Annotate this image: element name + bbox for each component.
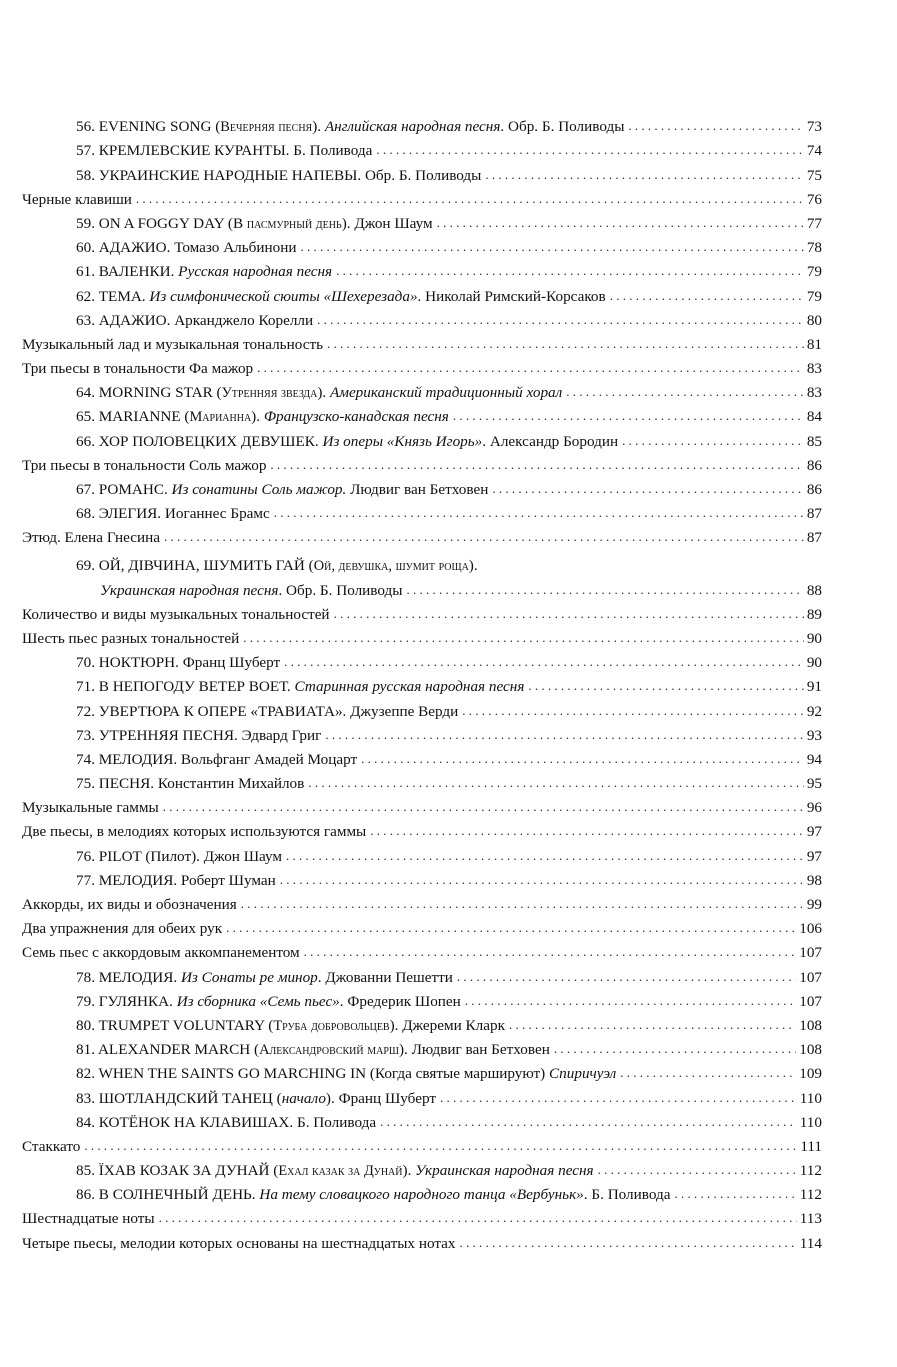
- toc-page-number: 88: [806, 581, 822, 599]
- toc-entry-title: [76, 727, 321, 745]
- dot-leader: [566, 385, 804, 399]
- toc-title-part: ).: [402, 1162, 416, 1180]
- toc-entry-title: [76, 481, 488, 499]
- toc-entry-title: [22, 823, 366, 841]
- dot-leader: [370, 824, 804, 838]
- toc-title-part: Музыкальные гаммы: [22, 799, 159, 817]
- toc-title-part: ).: [468, 557, 478, 575]
- toc-title-part: Вечерняя песня: [220, 119, 313, 136]
- toc-entry-title: [76, 1065, 616, 1083]
- toc-piece-entry: [22, 209, 822, 233]
- toc-title-part: 56. EVENING SONG (: [76, 118, 221, 136]
- dot-leader: [492, 482, 803, 496]
- toc-entry-title: [76, 1162, 594, 1180]
- toc-page-number: 95: [806, 775, 822, 793]
- toc-title-part: . Николай Римский-Корсаков: [417, 287, 606, 305]
- dot-leader: [163, 800, 804, 814]
- toc-page-number: 85: [806, 432, 822, 450]
- dot-leader: [270, 458, 803, 472]
- toc-title-part: Французско-канадская песня: [263, 408, 449, 426]
- dot-leader: [457, 970, 796, 984]
- dot-leader: [462, 704, 804, 718]
- toc-title-part: . Джованни Пешетти: [317, 968, 453, 986]
- toc-page-number: 112: [799, 1186, 822, 1204]
- toc-entry-title: [76, 142, 372, 160]
- dot-leader: [610, 289, 804, 303]
- toc-page-number: 76: [806, 190, 822, 208]
- toc-title-part: 60. АДАЖИО. Томазо Альбинони: [76, 239, 297, 257]
- toc-title-part: ). Франц Шуберт: [325, 1089, 436, 1107]
- toc-title-part: 86. В СОЛНЕЧНЫЙ ДЕНЬ.: [76, 1186, 260, 1204]
- toc-page-number: 94: [806, 750, 822, 768]
- toc-title-part: 85. ЇХАВ КОЗАК ЗА ДУНАЙ (: [76, 1162, 279, 1180]
- toc-piece-entry: [22, 160, 822, 184]
- toc-section-entry: [22, 1228, 822, 1252]
- toc-entry-title: [22, 606, 330, 624]
- toc-entry-title: [76, 654, 280, 672]
- toc-title-part: 59. ON A FOGGY DAY (В: [76, 214, 247, 232]
- toc-page-number: 93: [806, 726, 822, 744]
- dot-leader: [453, 409, 804, 423]
- toc-title-part: . Александр Бородин: [482, 432, 619, 450]
- toc-title-part: 80. TRUMPET VOLUNTARY (: [76, 1016, 274, 1034]
- toc-title-part: 58. УКРАИНСКИЕ НАРОДНЫЕ НАПЕВЫ. Обр. Б. Поливоды: [76, 166, 482, 184]
- toc-page-number: 97: [806, 823, 822, 841]
- toc-title-part: 64. MORNING STAR (: [76, 384, 222, 402]
- toc-page-number: 80: [806, 311, 822, 329]
- dot-leader: [509, 1018, 796, 1032]
- toc-title-part: пасмурный день: [246, 215, 342, 232]
- toc-title-part: ). Джон Шаум: [341, 214, 433, 232]
- toc-entry-title: [76, 239, 297, 257]
- toc-title-part: Из сборника «Семь пьес»: [176, 992, 340, 1010]
- dot-leader: [440, 1091, 797, 1105]
- toc-entry-title: [22, 896, 237, 914]
- toc-title-part: Музыкальный лад и музыкальная тональность: [22, 335, 324, 353]
- toc-page-number: 111: [800, 1137, 822, 1155]
- dot-leader: [336, 264, 804, 278]
- toc-entry-title: [76, 167, 481, 185]
- toc-title-part: Семь пьес с аккордовым аккомпанементом: [22, 944, 300, 962]
- dot-leader: [376, 143, 803, 157]
- toc-piece-entry: [22, 696, 822, 720]
- toc-page-number: 90: [806, 629, 822, 647]
- toc-piece-entry: [22, 575, 822, 599]
- toc-page-number: 84: [806, 408, 822, 426]
- toc-title-part: Четыре пьесы, мелодии которых основаны на шестнадцатых нотах: [22, 1234, 456, 1252]
- toc-title-part: На тему словацкого народного танца «Вербуньк»: [259, 1186, 584, 1204]
- toc-piece-entry: [22, 426, 822, 450]
- toc-title-part: 61. ВАЛЕНКИ.: [76, 263, 179, 281]
- toc-entry-title: [76, 751, 357, 769]
- toc-entry-title: [76, 312, 313, 330]
- toc-piece-entry: [22, 499, 822, 523]
- dot-leader: [437, 216, 804, 230]
- toc-title-part: Количество и виды музыкальных тональностей: [22, 605, 330, 623]
- toc-entry-title: [76, 408, 449, 426]
- toc-entry-title: [76, 1090, 436, 1108]
- toc-section-entry: [22, 330, 822, 354]
- dot-leader: [284, 655, 804, 669]
- toc-title-part: Шестнадцатые ноты: [22, 1210, 155, 1228]
- toc-title-part: ). Джереми Кларк: [389, 1016, 505, 1034]
- toc-title-part: 70. НОКТЮРН. Франц Шуберт: [76, 654, 281, 672]
- toc-page-number: 99: [806, 896, 822, 913]
- toc-title-part: Марианна: [189, 409, 252, 426]
- toc-title-part: 84. КОТЁНОК НА КЛАВИШАХ. Б. Поливода: [76, 1113, 377, 1131]
- toc-title-part: Украинская народная песня: [415, 1162, 594, 1180]
- toc-title-part: Ой, девушка, шумит роща: [313, 558, 469, 575]
- dot-leader: [301, 240, 804, 254]
- toc-piece-entry: [22, 136, 822, 160]
- toc-title-part: 62. ТЕМА.: [76, 287, 150, 305]
- toc-entry-title: [22, 529, 160, 547]
- toc-entry-title: [76, 678, 524, 696]
- toc-entry-title: [76, 848, 282, 866]
- toc-entry-title: [22, 457, 266, 475]
- toc-title-part: 66. ХОР ПОЛОВЕЦКИХ ДЕВУШЕК.: [76, 432, 323, 450]
- toc-title-part: 63. АДАЖИО. Арканджело Корелли: [76, 311, 314, 329]
- dot-leader: [528, 679, 803, 693]
- toc-piece-entry: [22, 745, 822, 769]
- toc-section-entry: [22, 1132, 822, 1156]
- toc-section-entry: [22, 890, 822, 914]
- dot-leader: [280, 873, 804, 887]
- toc-page-number: 83: [806, 384, 822, 402]
- toc-page-number: 74: [806, 142, 822, 160]
- toc-section-entry: [22, 354, 822, 378]
- dot-leader: [136, 192, 804, 206]
- toc-title-part: Из оперы «Князь Игорь»: [322, 432, 483, 450]
- toc-title-part: 68. ЭЛЕГИЯ. Иоганнес Брамс: [76, 505, 270, 523]
- toc-piece-entry: [22, 306, 822, 330]
- toc-title-part: 73. УТРЕННЯЯ ПЕСНЯ. Эдвард Григ: [76, 726, 322, 744]
- toc-piece-entry: [22, 1059, 822, 1083]
- toc-title-part: ).: [251, 408, 264, 426]
- dot-leader: [628, 119, 803, 133]
- toc-title-part: ). Людвиг ван Бетховен: [398, 1041, 550, 1059]
- dot-leader: [465, 994, 796, 1008]
- toc-page-number: 96: [806, 799, 822, 817]
- toc-title-part: Черные клавиши: [22, 190, 132, 208]
- toc-entry-title: [76, 993, 461, 1011]
- toc-page-number: 107: [799, 992, 822, 1010]
- dot-leader: [257, 361, 804, 375]
- toc-page-number: 89: [806, 605, 822, 623]
- toc-page-number: 78: [806, 239, 822, 257]
- toc-title-part: Из Сонаты ре минор: [180, 968, 318, 986]
- dot-leader: [380, 1115, 797, 1129]
- toc-piece-entry: [22, 1108, 822, 1132]
- toc-page-number: 107: [799, 968, 822, 986]
- toc-entry-title: [22, 630, 239, 648]
- toc-title-part: Три пьесы в тональности Соль мажор: [22, 456, 267, 474]
- dot-leader: [327, 337, 804, 351]
- toc-title-part: Ехал казак за Дунай: [278, 1163, 403, 1180]
- toc-page-number: 106: [799, 920, 822, 938]
- toc-page-number: 92: [806, 702, 822, 720]
- toc-page-number: 83: [806, 360, 822, 378]
- dot-leader: [622, 434, 804, 448]
- toc-page-number: 98: [806, 871, 822, 889]
- toc-entry-title: [22, 360, 253, 378]
- toc-title-part: Три пьесы в тональности Фа мажор: [22, 360, 254, 378]
- dot-leader: [84, 1139, 797, 1153]
- toc-page-number: 110: [799, 1089, 822, 1107]
- toc-page-number: 75: [806, 166, 822, 184]
- toc-section-entry: [22, 1204, 822, 1228]
- toc-title-part: 67. РОМАНС.: [76, 481, 172, 498]
- toc-title-part: 76. PILOT (Пилот). Джон Шаум: [76, 847, 283, 865]
- toc-title-part: 81. ALEXANDER MARCH (: [76, 1041, 260, 1059]
- toc-entry-title: [76, 384, 562, 402]
- toc-page-number: 86: [806, 456, 822, 474]
- dot-leader: [554, 1042, 796, 1056]
- toc-page-number: 86: [806, 481, 822, 498]
- dot-leader: [317, 313, 804, 327]
- toc-title-part: 79. ГУЛЯНКА.: [76, 992, 177, 1010]
- toc-title-part: Английская народная песня: [324, 118, 501, 136]
- toc-section-entry: [22, 624, 822, 648]
- toc-title-part: 74. МЕЛОДИЯ. Вольфганг Амадей Моцарт: [76, 750, 358, 768]
- toc-title-part: Людвиг ван Бетховен: [346, 481, 489, 498]
- toc-page-number: 87: [806, 529, 822, 547]
- toc-title-part: . Фредерик Шопен: [339, 992, 461, 1010]
- toc-title-part: Два упражнения для обеих рук: [22, 920, 223, 938]
- toc-piece-entry: [22, 1011, 822, 1035]
- toc-piece-entry: [22, 1035, 822, 1059]
- toc-title-part: ).: [317, 384, 330, 402]
- toc-entry-title: [22, 1138, 80, 1156]
- toc-entry-title: [76, 703, 458, 721]
- toc-page-number: 112: [799, 1162, 822, 1180]
- toc-page-number: 91: [806, 678, 822, 696]
- toc-title-part: Этюд. Елена Гнесина: [22, 529, 161, 547]
- toc-piece-entry: [22, 475, 822, 499]
- toc-page-number: 77: [806, 214, 822, 232]
- toc-page-number: 79: [806, 263, 822, 281]
- toc-entry-title: [22, 1210, 155, 1228]
- dot-leader: [243, 631, 804, 645]
- toc-page-number: 79: [806, 287, 822, 305]
- toc-piece-entry: [22, 257, 822, 281]
- toc-entry-title: [22, 799, 159, 817]
- dot-leader: [308, 776, 804, 790]
- toc-piece-entry: [22, 1156, 822, 1180]
- dot-leader: [164, 530, 804, 544]
- toc-piece-entry: [22, 866, 822, 890]
- toc-piece-entry: [22, 233, 822, 257]
- toc-entry-title: [22, 191, 132, 209]
- toc-entry-title: [76, 1114, 376, 1132]
- toc-title-part: . Обр. Б. Поливоды: [500, 118, 625, 136]
- table-of-contents: [22, 112, 822, 1253]
- toc-title-part: 75. ПЕСНЯ. Константин Михайлов: [76, 775, 305, 793]
- toc-piece-entry: [22, 962, 822, 986]
- toc-title-part: 83. ШОТЛАНДСКИЙ ТАНЕЦ (: [76, 1089, 282, 1107]
- dot-leader: [226, 921, 796, 935]
- dot-leader: [460, 1236, 797, 1250]
- toc-title-part: 82. WHEN THE SAINTS GO MARCHING IN (Когда святые маршируют): [76, 1065, 550, 1083]
- toc-entry-title: [76, 1041, 550, 1059]
- toc-piece-entry: [22, 1083, 822, 1107]
- toc-title-part: Александровский марш: [259, 1042, 399, 1059]
- toc-title-part: Аккорды, их виды и обозначения: [22, 896, 237, 913]
- toc-piece-entry: [22, 281, 822, 305]
- toc-title-part: 77. МЕЛОДИЯ. Роберт Шуман: [76, 871, 276, 889]
- toc-title-part: Стаккато: [22, 1137, 81, 1155]
- toc-piece-entry: [22, 1180, 822, 1204]
- toc-section-entry: [22, 451, 822, 475]
- toc-page-number: 110: [799, 1113, 822, 1131]
- dot-leader: [286, 849, 804, 863]
- toc-section-entry: [22, 793, 822, 817]
- dot-leader: [334, 607, 804, 621]
- toc-piece-entry: [22, 547, 822, 575]
- toc-title-part: Американский традиционный хорал: [329, 384, 563, 402]
- dot-leader: [406, 583, 803, 597]
- dot-leader: [325, 728, 803, 742]
- toc-entry-title: [22, 1235, 456, 1253]
- toc-title-part: . Б. Поливода: [583, 1186, 671, 1204]
- toc-page-number: 87: [806, 505, 822, 523]
- dot-leader: [620, 1066, 796, 1080]
- toc-section-entry: [22, 600, 822, 624]
- toc-page-number: 108: [799, 1016, 822, 1034]
- toc-piece-entry: [22, 402, 822, 426]
- toc-section-entry: [22, 914, 822, 938]
- dot-leader: [674, 1187, 796, 1201]
- toc-piece-entry: [22, 987, 822, 1011]
- toc-entry-title: [22, 944, 300, 962]
- toc-page-number: 109: [799, 1065, 822, 1083]
- toc-entry-title: [100, 582, 402, 600]
- toc-title-part: . Обр. Б. Поливоды: [278, 581, 403, 599]
- toc-entry-title: [76, 288, 606, 306]
- toc-entry-title: [76, 1017, 505, 1035]
- toc-title-part: Труба добровольцев: [273, 1017, 390, 1034]
- toc-piece-entry: [22, 648, 822, 672]
- toc-piece-entry: [22, 841, 822, 865]
- dot-leader: [159, 1211, 797, 1225]
- toc-section-entry: [22, 938, 822, 962]
- toc-entry-title: [76, 775, 304, 793]
- toc-entry-title: [76, 118, 624, 136]
- toc-page-number: 114: [799, 1234, 822, 1252]
- dot-leader: [361, 752, 804, 766]
- toc-section-entry: [22, 523, 822, 547]
- toc-piece-entry: [22, 112, 822, 136]
- toc-title-part: Две пьесы, в мелодиях которых используются гаммы: [22, 823, 367, 841]
- toc-title-part: Утренняя звезда: [221, 385, 318, 402]
- toc-page-number: 81: [806, 335, 822, 353]
- toc-title-part: начало: [281, 1089, 326, 1107]
- toc-page-number: 90: [806, 654, 822, 672]
- toc-title-part: Из симфонической сюиты «Шехерезада»: [149, 287, 418, 305]
- toc-piece-entry: [22, 672, 822, 696]
- toc-piece-entry: [22, 769, 822, 793]
- toc-entry-title: [76, 215, 433, 233]
- toc-entry-title: [76, 1186, 670, 1204]
- toc-entry-title: [22, 336, 323, 354]
- toc-title-part: Старинная русская народная песня: [294, 678, 525, 696]
- toc-section-entry: [22, 185, 822, 209]
- toc-page-number: 113: [799, 1210, 822, 1228]
- toc-entry-title: [76, 969, 453, 987]
- toc-title-part: Из сонатины Соль мажор.: [171, 481, 347, 498]
- toc-title-part: 65. MARIANNE (: [76, 408, 190, 426]
- dot-leader: [274, 506, 804, 520]
- toc-page-number: 108: [799, 1041, 822, 1059]
- toc-page-number: 73: [806, 118, 822, 136]
- toc-title-part: Шесть пьес разных тональностей: [22, 629, 240, 647]
- toc-title-part: 72. УВЕРТЮРА К ОПЕРЕ «ТРАВИАТА». Джузеппе Верди: [76, 702, 459, 720]
- toc-page-number: 107: [799, 944, 822, 962]
- toc-title-part: Русская народная песня: [178, 263, 333, 281]
- toc-piece-entry: [22, 721, 822, 745]
- toc-entry-title: [76, 505, 270, 523]
- toc-entry-title: [76, 872, 276, 890]
- toc-page-number: 97: [806, 847, 822, 865]
- toc-title-part: Украинская народная песня: [100, 581, 279, 599]
- toc-entry-title: [76, 263, 332, 281]
- toc-title-part: 69. ОЙ, ДІВЧИНА, ШУМИТЬ ГАЙ (: [76, 557, 314, 575]
- toc-title-part: ).: [312, 118, 325, 136]
- dot-leader: [304, 945, 797, 959]
- toc-title-part: 57. КРЕМЛЕВСКИЕ КУРАНТЫ. Б. Поливода: [76, 142, 373, 160]
- toc-entry-title: [22, 920, 222, 938]
- dot-leader: [485, 168, 803, 182]
- toc-section-entry: [22, 817, 822, 841]
- toc-title-part: 71. В НЕПОГОДУ ВЕТЕР ВОЕТ.: [76, 678, 295, 696]
- toc-title-part: 78. МЕЛОДИЯ.: [76, 968, 181, 986]
- toc-piece-entry: [22, 378, 822, 402]
- toc-title-part: Спиричуэл: [549, 1065, 617, 1083]
- dot-leader: [598, 1163, 797, 1177]
- dot-leader: [241, 897, 804, 911]
- toc-entry-title: [76, 433, 618, 451]
- toc-entry-title: [76, 557, 478, 575]
